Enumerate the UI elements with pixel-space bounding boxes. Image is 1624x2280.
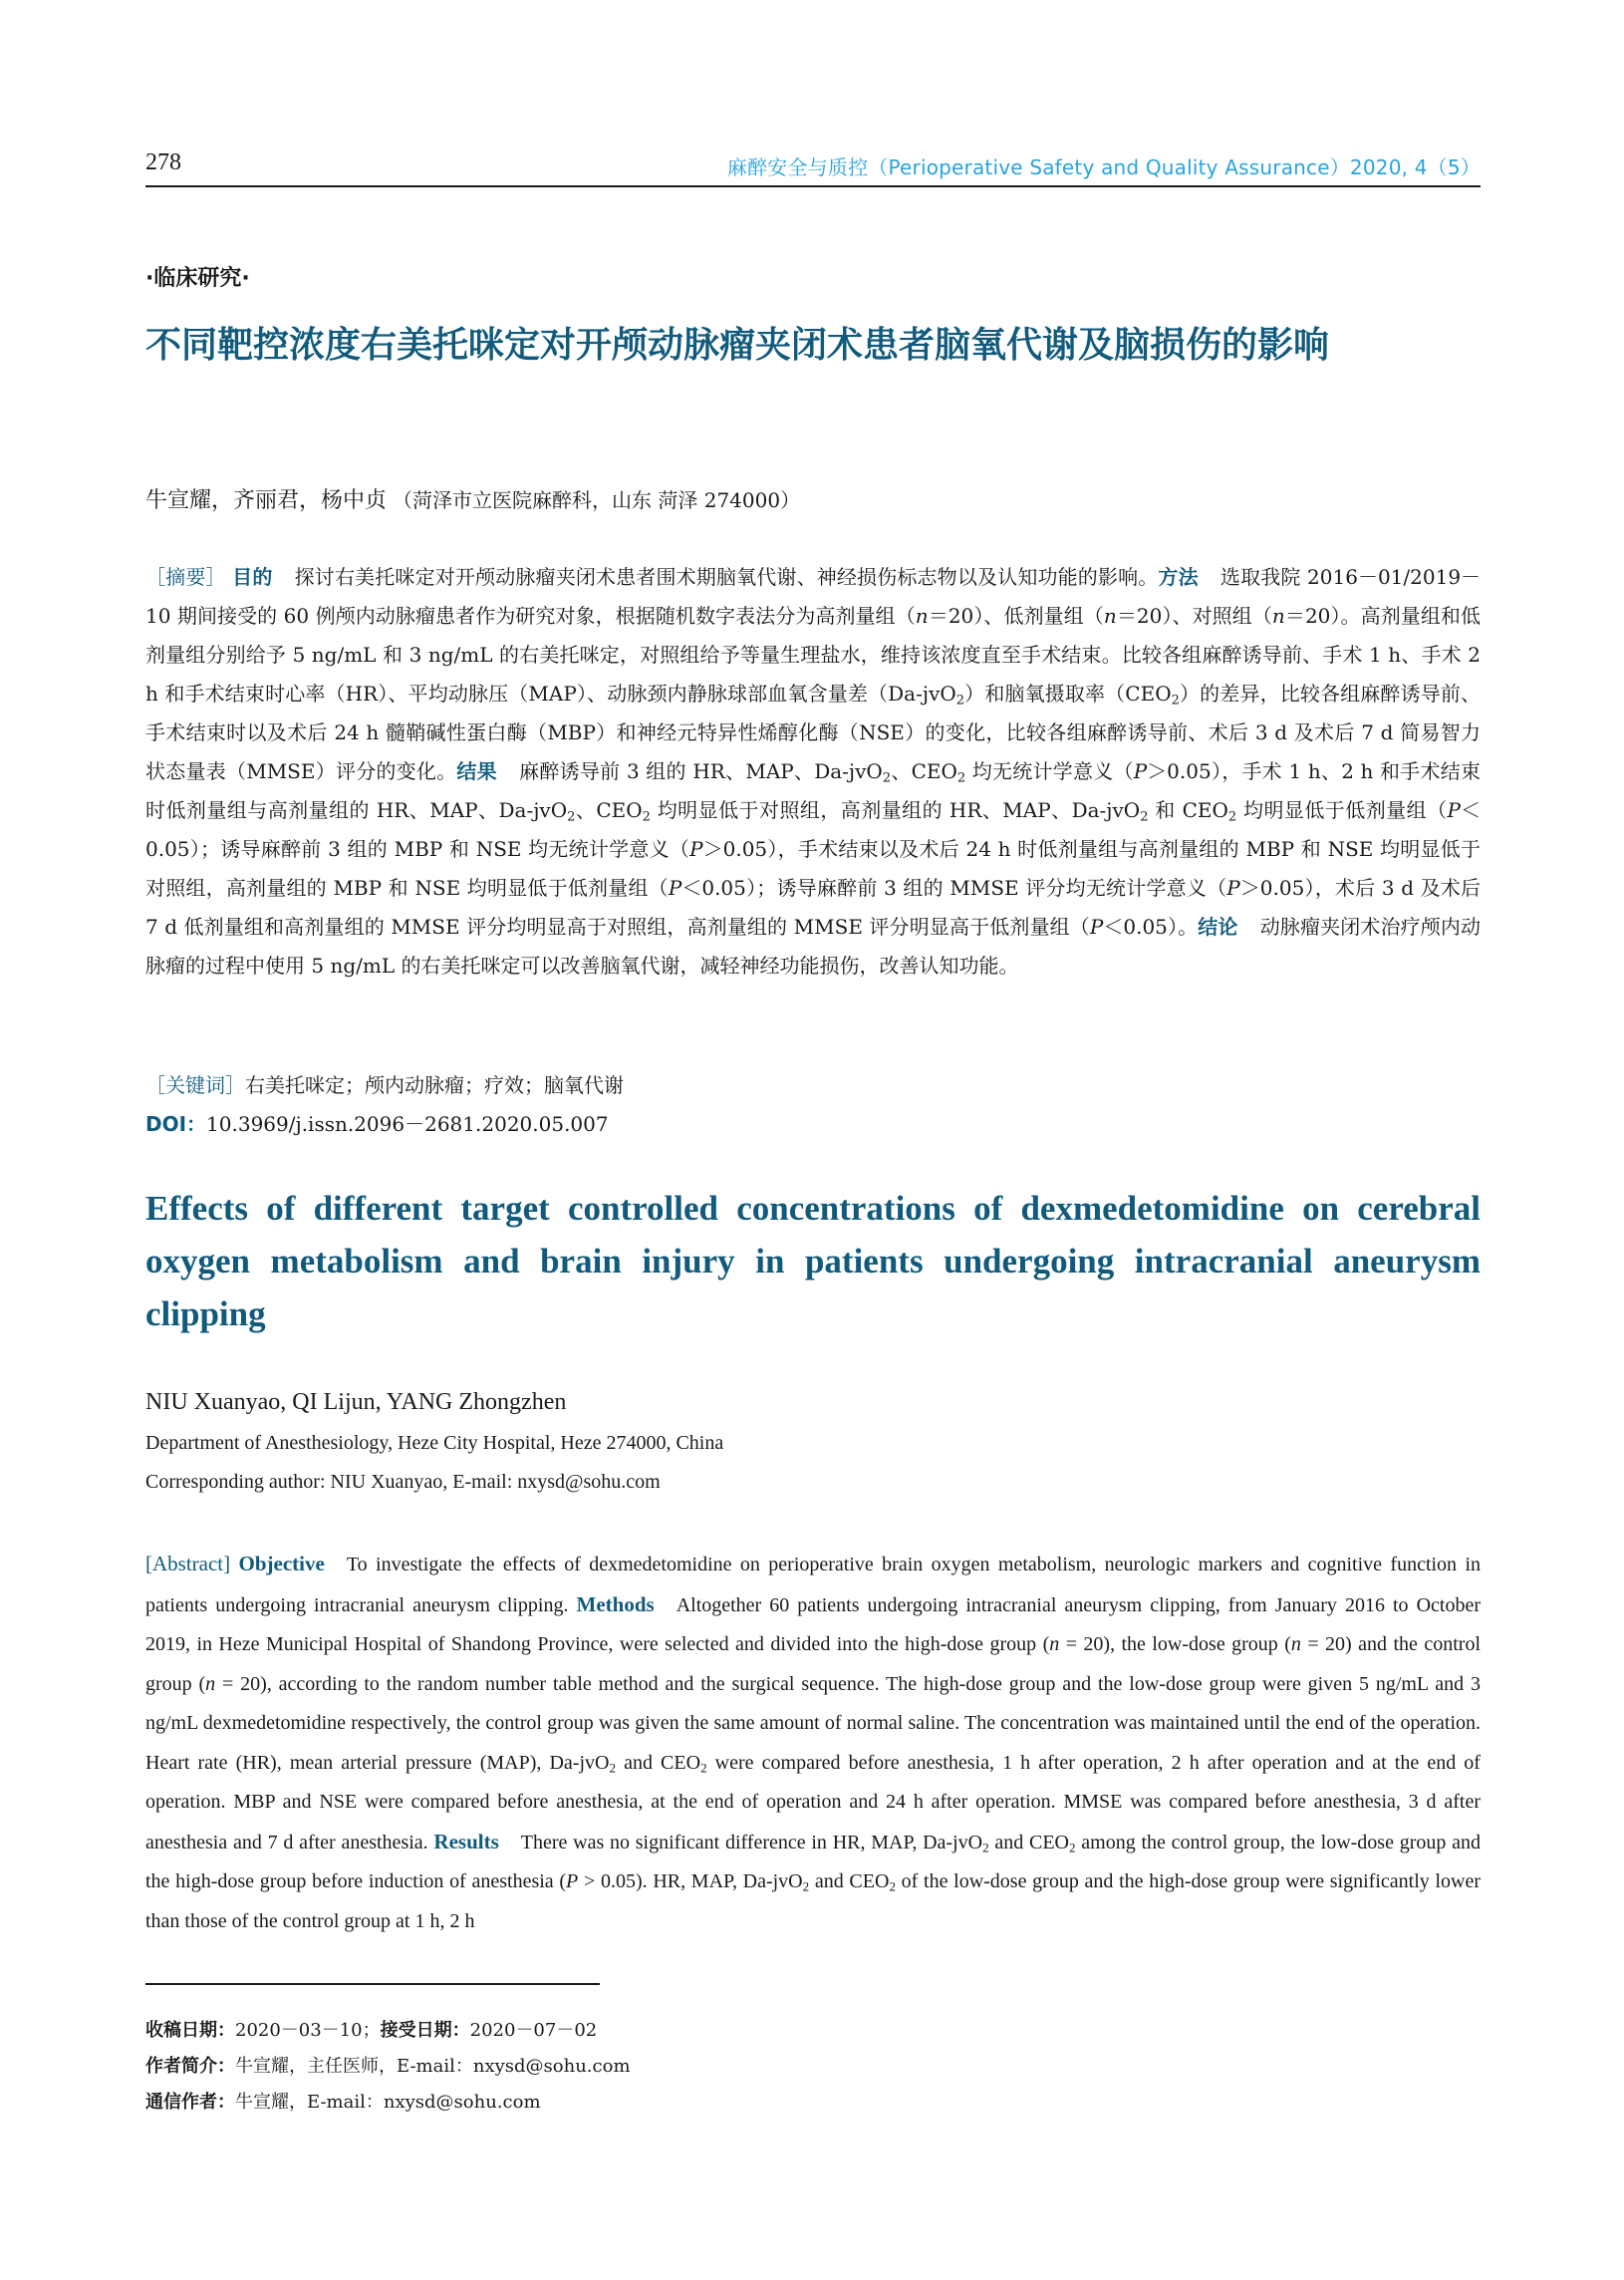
methods-label: Methods	[576, 1591, 655, 1616]
subscript: 2	[802, 1878, 810, 1894]
chinese-abstract	[145, 558, 1481, 986]
subscript: 2	[955, 693, 965, 709]
results-label: Results	[433, 1829, 499, 1853]
chinese-author-names: 牛宣耀，齐丽君，杨中贞	[145, 488, 388, 513]
subscript: 2	[567, 809, 576, 825]
accepted-date: 2020－07－02	[469, 2020, 598, 2041]
page-number: 278	[145, 149, 181, 175]
objective-label: 目的	[232, 565, 273, 589]
results-text: and CEO	[988, 1831, 1069, 1853]
results-text: 均明显低于低剂量组（	[1236, 798, 1448, 822]
methods-text: ＝20）。高剂量组和低剂量组分别给予 5 ng/mL 和 3 ng/mL 的右美托咪定，对照组给予等量生理盐水，维持该浓度直至手术结束。比较各组麻醉诱导前、手术 1 h、手术 2 h 和手术结束时心率（HR）、平均动脉压（MAP）、动脉颈内静脉球部血氧含量差（Da-jvO	[145, 604, 1481, 706]
n-symbol: n	[1103, 604, 1117, 628]
p-symbol: P	[566, 1870, 579, 1892]
methods-text: ＝20）、低剂量组（	[928, 604, 1104, 628]
footnote-author-bio	[145, 2049, 631, 2085]
results-text: ＜0.05）；诱导麻醉前 3 组的 MBP 和 NSE 均无统计学意义（	[145, 798, 1481, 861]
methods-text: were compared before anesthesia, 1 h after operation, 2 h after operation and at the end of operation. MBP and NSE were compared before anesthesia, at the end of operation and 24 h after operation. MMSE was compared before anesthesia, 3 d after anesthesia and 7 d after anesthesia.	[145, 1751, 1481, 1853]
results-text: 、CEO	[891, 759, 957, 783]
methods-text: Altogether 60 patients undergoing intracranial aneurysm clipping, from January 2016 to October 2019, in Heze Municipal Hospital of Shandong Province, were selected and divided into the high-dose group (	[145, 1593, 1482, 1655]
methods-label: 方法	[1158, 565, 1199, 589]
methods-text: = 20) and the control group (	[145, 1633, 1481, 1695]
objective-label: Objective	[238, 1552, 325, 1575]
chinese-authors	[145, 483, 800, 514]
doi-link[interactable]: 10.3969/j.issn.2096－2681.2020.05.007	[206, 1112, 609, 1136]
results-text: ＞0.05），手术 1 h、2 h 和手术结束时低剂量组与高剂量组的 HR、MAP、Da-jvO	[145, 759, 1481, 822]
author-bio-label: 作者简介：	[145, 2056, 235, 2077]
p-symbol: P	[1133, 759, 1148, 783]
chinese-title: 不同靶控浓度右美托咪定对开颅动脉瘤夹闭术患者脑氧代谢及脑损伤的影响	[145, 324, 1330, 366]
english-title: Effects of different target controlled concentrations of dexmedetomidine on cerebral oxygen metabolism and brain injury in patients undergoing intracranial aneurysm clipping	[145, 1189, 1481, 1333]
english-affiliation: Department of Anesthesiology, Heze City Hospital, Heze 274000, China	[145, 1432, 724, 1454]
methods-text: = 20), the low-dose group (	[1059, 1633, 1291, 1655]
english-abstract	[145, 1545, 1481, 1941]
subscript: 2	[889, 1878, 896, 1894]
doi-label: DOI：	[145, 1112, 207, 1136]
results-text: of the low-dose group and the high-dose group were significantly lower than those of the control group at 1 h, 2 h	[145, 1870, 1481, 1932]
footnote-divider	[145, 1983, 600, 1985]
n-symbol: n	[205, 1672, 216, 1695]
english-authors: NIU Xuanyao, QI Lijun, YANG Zhongzhen	[145, 1389, 567, 1415]
subscript: 2	[609, 1759, 616, 1775]
abstract-label: [Abstract]	[145, 1552, 231, 1575]
results-text: 麻醉诱导前 3 组的 HR、MAP、Da-jvO	[518, 759, 883, 783]
keywords-text: 右美托咪定；颅内动脉瘤；疗效；脑氧代谢	[245, 1073, 624, 1097]
results-text: 、CEO	[575, 798, 643, 822]
footnotes	[145, 2013, 631, 2121]
results-text: 和 CEO	[1148, 798, 1228, 822]
subscript: 2	[1171, 693, 1180, 709]
subscript: 2	[956, 770, 966, 786]
author-bio-text: 牛宣耀，主任医师，E-mail：nxysd@sohu.com	[235, 2056, 631, 2077]
objective-text: 探讨右美托咪定对开颅动脉瘤夹闭术患者围术期脑氧代谢、神经损伤标志物以及认知功能的影响。	[294, 565, 1159, 589]
column-tag: ·临床研究·	[145, 266, 250, 291]
correspondence-text: 牛宣耀，E-mail：nxysd@sohu.com	[235, 2092, 541, 2113]
results-text: ＜0.05）；诱导麻醉前 3 组的 MMSE 评分均无统计学意义（	[681, 876, 1227, 900]
p-symbol: P	[689, 837, 703, 861]
methods-text: ）的差异，比较各组麻醉诱导前、手术结束时以及术后 24 h 髓鞘碱性蛋白酶（MBP）和神经元特异性烯醇化酶（NSE）的变化，比较各组麻醉诱导前、术后 3 d 及术后 7 d 简易智力状态量表（MMSE）评分的变化。	[145, 682, 1481, 783]
conclusion-text: 动脉瘤夹闭术治疗颅内动脉瘤的过程中使用 5 ng/mL 的右美托咪定可以改善脑氧代谢，减轻神经功能损伤，改善认知功能。	[145, 915, 1482, 978]
methods-text: and CEO	[615, 1751, 701, 1774]
p-symbol: P	[668, 876, 682, 900]
subscript: 2	[882, 770, 892, 786]
subscript: 2	[982, 1839, 989, 1854]
subscript: 2	[1227, 809, 1237, 825]
p-symbol: P	[1226, 876, 1240, 900]
n-symbol: n	[1049, 1633, 1060, 1655]
results-text: ＞0.05），手术结束以及术后 24 h 时低剂量组与高剂量组的 MBP 和 NSE 均明显低于对照组，高剂量组的 MBP 和 NSE 均明显低于低剂量组（	[145, 837, 1482, 900]
chinese-affiliation: （菏泽市立医院麻醉科，山东 菏泽 274000）	[393, 488, 801, 512]
results-text: 均无统计学意义（	[965, 759, 1134, 783]
received-label: 收稿日期：	[145, 2020, 235, 2041]
p-symbol: P	[1447, 798, 1461, 822]
n-symbol: n	[1271, 604, 1285, 628]
objective-text: To investigate the effects of dexmedetomidine on perioperative brain oxygen metabolism, neurologic markers and cognitive function in patients undergoing intracranial aneurysm clipping.	[145, 1554, 1482, 1616]
methods-text: 选取我院 2016－01/2019－10 期间接受的 60 例颅内动脉瘤患者作为研究对象，根据随机数字表法分为高剂量组（	[145, 565, 1482, 628]
results-text: 均明显低于对照组，高剂量组的 HR、MAP、Da-jvO	[650, 798, 1141, 822]
corresponding-author: Corresponding author: NIU Xuanyao, E-mail: nxysd@sohu.com	[145, 1471, 661, 1493]
subscript: 2	[642, 809, 651, 825]
results-text: ＜0.05）。	[1103, 915, 1199, 939]
results-text: > 0.05). HR, MAP, Da-jvO	[578, 1870, 803, 1892]
methods-text: ＝20）、对照组（	[1116, 604, 1272, 628]
abstract-label: ［摘要］	[145, 565, 226, 589]
results-label: 结果	[456, 759, 497, 783]
n-symbol: n	[915, 604, 929, 628]
footnote-correspondence	[145, 2085, 631, 2121]
keywords-label: ［关键词］	[145, 1073, 245, 1097]
methods-text: ）和脑氧摄取率（CEO	[964, 682, 1172, 706]
running-header	[145, 149, 1481, 187]
subscript: 2	[700, 1759, 707, 1775]
results-text: among the control group, the low-dose group and the high-dose group before induction of anesthesia (	[145, 1831, 1482, 1892]
conclusion-label: 结论	[1198, 915, 1238, 939]
doi	[145, 1108, 609, 1137]
methods-text: = 20), according to the random number table method and the surgical sequence. The high-dose group and the low-dose group were given 5 ng/mL and 3 ng/mL dexmedetomidine respectively, the control group was given the same amount of normal saline. The concentration was maintained until the end of the operation. Heart rate (HR), mean arterial pressure (MAP), Da-jvO	[145, 1672, 1481, 1774]
subscript: 2	[1069, 1839, 1076, 1854]
results-text: and CEO	[809, 1870, 890, 1892]
journal-name: 麻醉安全与质控（Perioperative Safety and Quality Assurance）2020, 4（5）	[726, 155, 1481, 179]
results-text: ＞0.05），术后 3 d 及术后 7 d 低剂量组和高剂量组的 MMSE 评分均明显高于对照组，高剂量组的 MMSE 评分明显高于低剂量组（	[145, 876, 1481, 939]
n-symbol: n	[1290, 1633, 1301, 1655]
subscript: 2	[1140, 809, 1149, 825]
chinese-keywords	[145, 1069, 624, 1098]
results-text: There was no significant difference in HR, MAP, Da-jvO	[520, 1831, 983, 1853]
correspondence-label: 通信作者：	[145, 2092, 235, 2113]
p-symbol: P	[1089, 915, 1104, 939]
accepted-label: 接受日期：	[380, 2020, 470, 2041]
footnote-received	[145, 2013, 631, 2049]
received-date: 2020－03－10；	[235, 2020, 381, 2041]
